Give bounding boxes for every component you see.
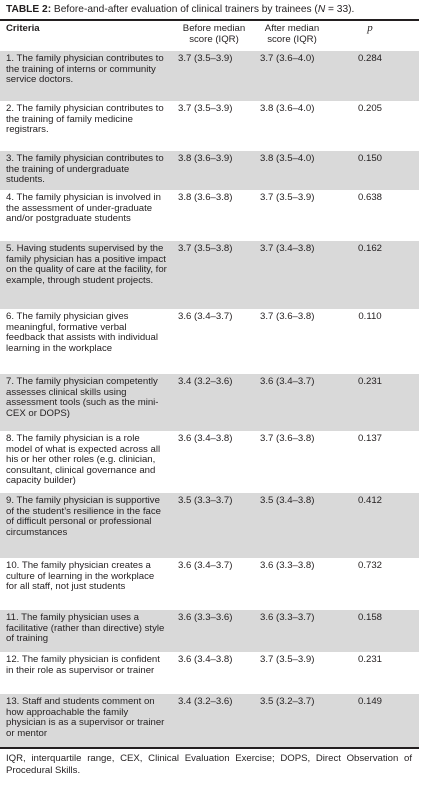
header-before-median: [172, 23, 256, 45]
after-median-cell: 3.8 (3.5–4.0): [260, 153, 315, 164]
before-median-cell: 3.6 (3.4–3.7): [178, 311, 233, 322]
before-median-cell: 3.6 (3.4–3.7): [178, 560, 233, 571]
criteria-cell: 6. The family physician gives meaningful, formative verbal feedback that assists with individual learning in the workplace: [6, 311, 158, 354]
header-before-line2: score (IQR): [189, 34, 239, 45]
header-after-median: [256, 23, 328, 45]
before-median-cell: 3.7 (3.5–3.8): [178, 243, 233, 254]
after-median-cell: 3.7 (3.6–3.8): [260, 311, 315, 322]
criteria-cell: 5. Having students supervised by the family physician has a positive impact on the quality of care at the facility, for example, through student projects.: [6, 243, 167, 286]
table-row: [0, 241, 419, 309]
table-bottom-rule: [0, 747, 419, 749]
p-value-cell: 0.284: [357, 53, 382, 64]
before-median-cell: 3.4 (3.2–3.6): [178, 376, 233, 387]
after-median-cell: 3.7 (3.6–4.0): [260, 53, 315, 64]
criteria-cell: 13. Staff and students comment on how approachable the family physician is as a supervisor or trainer or mentor: [6, 696, 165, 739]
p-value-cell: 0.158: [357, 612, 382, 623]
before-median-cell: 3.6 (3.3–3.6): [178, 612, 233, 623]
table-row: [0, 151, 419, 190]
before-median-cell: 3.4 (3.2–3.6): [178, 696, 233, 707]
table-row: [0, 431, 419, 493]
after-median-cell: 3.5 (3.2–3.7): [260, 696, 315, 707]
after-median-cell: 3.7 (3.4–3.8): [260, 243, 315, 254]
after-median-cell: 3.7 (3.5–3.9): [260, 654, 315, 665]
table-row: [0, 190, 419, 241]
before-median-cell: 3.5 (3.3–3.7): [178, 495, 233, 506]
header-p-value: p: [367, 22, 373, 34]
p-value-cell: 0.150: [357, 153, 382, 164]
before-median-cell: 3.7 (3.5–3.9): [178, 53, 233, 64]
criteria-cell: 9. The family physician is supportive of the student’s resilience in the face of difficult personal or professional circumstances: [6, 495, 162, 538]
criteria-cell: 12. The family physician is confident in their role as supervisor or trainer: [6, 654, 160, 676]
p-value-cell: 0.137: [357, 433, 382, 444]
before-median-cell: 3.6 (3.4–3.8): [178, 433, 233, 444]
header-after-line1: After median: [264, 23, 320, 34]
p-value-cell: 0.231: [357, 654, 382, 665]
p-value-cell: 0.412: [357, 495, 382, 506]
after-median-cell: 3.8 (3.6–4.0): [260, 103, 315, 114]
sample-size-value: = 33).: [325, 4, 355, 15]
p-value-cell: 0.110: [358, 311, 382, 322]
table-caption: [6, 2, 420, 18]
after-median-cell: 3.5 (3.4–3.8): [260, 495, 315, 506]
before-median-cell: 3.7 (3.5–3.9): [178, 103, 233, 114]
p-value-cell: 0.162: [357, 243, 382, 254]
table-row: [0, 652, 419, 694]
before-median-cell: 3.8 (3.6–3.9): [178, 153, 233, 164]
table-row: [0, 51, 419, 101]
header-before-line1: Before median: [182, 23, 246, 34]
table-footnote: IQR, interquartile range, CEX, Clinical Evaluation Exercise; DOPS, Direct Observation of Procedural Skills.: [6, 753, 412, 776]
sample-size-symbol: N: [317, 4, 326, 15]
criteria-cell: 7. The family physician competently assesses clinical skills using assessment tools (such as the mini-CEX or DOPS): [6, 376, 159, 419]
header-after-line2: score (IQR): [267, 34, 317, 45]
p-value-cell: 0.638: [357, 192, 382, 203]
p-value-cell: 0.205: [357, 103, 382, 114]
after-median-cell: 3.6 (3.3–3.7): [260, 612, 315, 623]
table-row: [0, 309, 419, 374]
table-header: [0, 21, 419, 51]
criteria-cell: 1. The family physician contributes to the training of interns or community service doctors.: [6, 53, 164, 85]
after-median-cell: 3.7 (3.6–3.8): [260, 433, 315, 444]
header-criteria: Criteria: [6, 23, 40, 34]
after-median-cell: 3.6 (3.4–3.7): [260, 376, 315, 387]
criteria-cell: 8. The family physician is a role model of what is expected across all his or her other roles (e.g. clinician, consultant, clinical governance and capacity builder): [6, 433, 161, 486]
before-median-cell: 3.6 (3.4–3.8): [178, 654, 233, 665]
criteria-cell: 10. The family physician creates a culture of learning in the workplace for all staff, not just students: [6, 560, 155, 592]
table-row: [0, 493, 419, 558]
criteria-cell: 11. The family physician uses a facilitative (rather than directive) style of training: [6, 612, 165, 644]
after-median-cell: 3.7 (3.5–3.9): [260, 192, 315, 203]
table-row: [0, 101, 419, 151]
after-median-cell: 3.6 (3.3–3.8): [260, 560, 315, 571]
caption-text: Before-and-after evaluation of clinical trainers by trainees (: [51, 4, 318, 15]
p-value-cell: 0.149: [357, 696, 382, 707]
before-median-cell: 3.8 (3.6–3.8): [178, 192, 233, 203]
table-label: TABLE 2:: [6, 4, 52, 15]
criteria-cell: 4. The family physician is involved in the assessment of under-graduate and/or postgraduate students: [6, 192, 161, 224]
table-row: [0, 610, 419, 652]
criteria-cell: 3. The family physician contributes to the training of undergraduate students.: [6, 153, 164, 185]
table-row: [0, 558, 419, 610]
p-value-cell: 0.732: [357, 560, 382, 571]
table-row: [0, 374, 419, 431]
table-row: [0, 694, 419, 747]
criteria-cell: 2. The family physician contributes to the training of family medicine registrars.: [6, 103, 164, 135]
p-value-cell: 0.231: [357, 376, 382, 387]
